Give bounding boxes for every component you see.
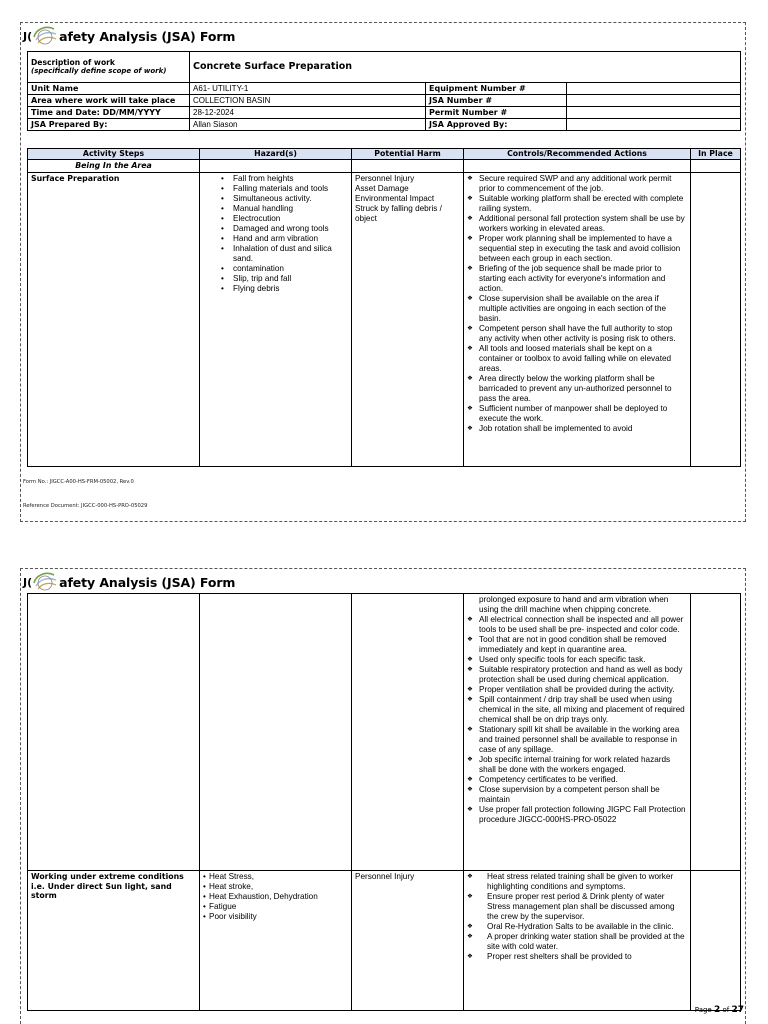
- reference-document-footer: Reference Document: JIGCC-000-HS-PRO-05029: [23, 503, 148, 509]
- description-value: Concrete Surface Preparation: [190, 52, 741, 83]
- control-continued-text: prolonged exposure to hand and arm vibration when using the drill machine when chipping concrete.: [479, 595, 669, 614]
- hazard-item: • Damaged and wrong tools: [203, 224, 348, 234]
- prepared-by-value: Allan Siason: [190, 119, 426, 131]
- unit-name-label: Unit Name: [28, 83, 190, 95]
- control-item: ❖ Proper ventilation shall be provided during the activity.: [467, 685, 687, 695]
- harm-item: Personnel Injury: [355, 173, 415, 183]
- control-item: ❖ Suitable respiratory protection and hand as well as body protection shall be used during chemical application.: [467, 665, 687, 685]
- harm-item: Struck by falling debris / object: [355, 203, 442, 223]
- time-date-label: Time and Date: DD/MM/YYYY: [28, 107, 190, 119]
- empty-cell: [352, 160, 464, 173]
- control-item: ❖ Secure required SWP and any additional work permit prior to commencement of the job.: [467, 174, 687, 194]
- control-item: ❖ All tools and loosed materials shall be kept on a container or toolbox to avoid falling while on elevated areas.: [467, 344, 687, 374]
- hazard-item: • Heat Exhaustion, Dehydration: [203, 892, 348, 902]
- equipment-number-label: Equipment Number #: [426, 83, 567, 95]
- controls-list: [467, 174, 687, 434]
- description-label: Description of work: [31, 57, 115, 67]
- control-item: ❖ Close supervision shall be available on the area if multiple activities are ongoing in each section of the basin.: [467, 294, 687, 324]
- hazard-item: • Manual handling: [203, 204, 348, 214]
- time-date-value: 28-12-2024: [190, 107, 426, 119]
- document-page-1: [20, 22, 746, 522]
- equipment-number-value: [567, 83, 741, 95]
- page-of-label: of: [722, 1006, 730, 1014]
- logo-prefix: J(: [23, 29, 33, 43]
- control-item: ❖ Spill containment / drip tray shall be used when using chemical in the site, all mixing and placement of required chemical shall be on drip trays only.: [467, 695, 687, 725]
- hazards-cell: [200, 172, 352, 466]
- harm-cell: [352, 172, 464, 466]
- hazard-item: • Falling materials and tools: [203, 184, 348, 194]
- col-potential-harm: Potential Harm: [352, 149, 464, 160]
- control-item: ❖ Proper rest shelters shall be provided to: [467, 952, 687, 962]
- hazard-item: • Fall from heights: [203, 174, 348, 184]
- document-page-2: [20, 568, 746, 1024]
- control-item: ❖ Use proper fall protection following JIGPC Fall Protection procedure JIGCC-000HS-PRO-05022: [467, 805, 687, 825]
- prepared-by-label: JSA Prepared By:: [28, 119, 190, 131]
- harm-item: Environmental Impact: [355, 193, 435, 203]
- hazard-item: • Hand and arm vibration: [203, 234, 348, 244]
- work-area-label: Area where work will take place: [28, 95, 190, 107]
- control-item: ❖ Job rotation shall be implemented to avoid: [467, 424, 687, 434]
- control-item: ❖ Area directly below the working platform shall be barricaded to prevent any un-authorized personnel to pass the area.: [467, 374, 687, 404]
- controls-cell: [464, 172, 691, 466]
- control-item: ❖ Sufficient number of manpower shall be deployed to execute the work.: [467, 404, 687, 424]
- description-label-cell: [28, 52, 190, 83]
- jsa-steps-table: [27, 148, 741, 467]
- company-logo-icon: [32, 571, 58, 593]
- col-activity-steps: Activity Steps: [28, 149, 200, 160]
- work-area-value: COLLECTION BASIN: [190, 95, 426, 107]
- empty-cell: [691, 160, 741, 173]
- page-label: Page: [694, 1006, 712, 1014]
- page-number: [695, 1005, 744, 1015]
- hazards-list: [203, 872, 348, 922]
- hazards-cell: [200, 871, 352, 1011]
- form-title: afety Analysis (JSA) Form: [59, 28, 236, 44]
- unit-name-value: A61- UTILITY-1: [190, 83, 426, 95]
- hazard-item: • Slip, trip and fall: [203, 274, 348, 284]
- permit-number-value: [567, 107, 741, 119]
- control-item: ❖ Oral Re-Hydration Salts to be available in the clinic.: [467, 922, 687, 932]
- control-item: ❖ Job specific internal training for work related hazards shall be done with the workers engaged.: [467, 755, 687, 775]
- control-item: ❖ Additional personal fall protection system shall be use by workers working in elevated areas.: [467, 214, 687, 234]
- harm-personnel-injury: Personnel Injury: [352, 871, 464, 1011]
- form-header: [23, 571, 235, 593]
- control-item: ❖ Close supervision by a competent person shall be maintain: [467, 785, 687, 805]
- control-item: ❖ Stationary spill kit shall be available in the working area and trained personnel shall be available to response in case of any spillage.: [467, 725, 687, 755]
- control-item: ❖ Ensure proper rest period & Drink plenty of water Stress management plan shall be discussed among the crew by the supervisor.: [467, 892, 687, 922]
- control-item: ❖ A proper drinking water station shall be provided at the site with cold water.: [467, 932, 687, 952]
- approved-by-label: JSA Approved By:: [426, 119, 567, 131]
- hazard-item: • Electrocution: [203, 214, 348, 224]
- hazard-item: • contamination: [203, 264, 348, 274]
- empty-cell: [352, 594, 464, 871]
- job-info-table: [27, 51, 741, 131]
- page-total: 27: [731, 1005, 744, 1015]
- col-hazards: Hazard(s): [200, 149, 352, 160]
- control-item: ❖ Used only specific tools for each specific task.: [467, 655, 687, 665]
- jsa-number-label: JSA Number #: [426, 95, 567, 107]
- controls-cell: [464, 871, 691, 1011]
- hazards-list: [203, 174, 348, 294]
- approved-by-value: [567, 119, 741, 131]
- jsa-steps-table-continued: [27, 593, 741, 1011]
- controls-list-continued: [467, 615, 687, 825]
- page-current: 2: [713, 1005, 721, 1015]
- control-item: ❖ Tool that are not in good condition shall be removed immediately and kept in quarantine area.: [467, 635, 687, 655]
- form-title: afety Analysis (JSA) Form: [59, 574, 236, 590]
- control-item: ❖ Briefing of the job sequence shall be made prior to starting each activity for everyone's information and action.: [467, 264, 687, 294]
- hazard-item: • Heat Stress,: [203, 872, 348, 882]
- control-item: ❖ Competent person shall have the full authority to stop any activity when other activity is posing risk to others.: [467, 324, 687, 344]
- empty-cell: [200, 594, 352, 871]
- control-item: ❖ Suitable working platform shall be erected with complete railing system.: [467, 194, 687, 214]
- controls-list: [467, 872, 687, 962]
- control-item: ❖ Heat stress related training shall be given to worker highlighting conditions and symptoms.: [467, 872, 687, 892]
- empty-cell: [28, 594, 200, 871]
- hazard-item: • Flying debris: [203, 284, 348, 294]
- logo-prefix: J(: [23, 575, 33, 589]
- form-header: [23, 25, 235, 47]
- in-place-cell: [691, 594, 741, 871]
- hazard-item: • Fatigue: [203, 902, 348, 912]
- empty-cell: [464, 160, 691, 173]
- empty-cell: [200, 160, 352, 173]
- harm-item: Asset Damage: [355, 183, 409, 193]
- col-controls: Controls/Recommended Actions: [464, 149, 691, 160]
- jsa-number-value: [567, 95, 741, 107]
- company-logo-icon: [32, 25, 58, 47]
- hazard-item: • Simultaneous activity.: [203, 194, 348, 204]
- form-number-footer: Form No.: JIGCC-A00-HS-FRM-05002, Rev.0: [23, 479, 134, 485]
- control-item: ❖ Proper work planning shall be implemented to have a sequential step in executing the task and avoid collision between each group in each section.: [467, 234, 687, 264]
- in-place-cell: [691, 172, 741, 466]
- controls-continued-cell: [464, 594, 691, 871]
- hazard-item: • Heat stroke,: [203, 882, 348, 892]
- hazard-item: • Poor visibility: [203, 912, 348, 922]
- activity-extreme-conditions: Working under extreme conditions i.e. Under direct Sun light, sand storm: [28, 871, 200, 1011]
- hazard-item: • Inhalation of dust and silica sand.: [203, 244, 348, 264]
- description-sublabel: (specifically define scope of work): [31, 67, 167, 76]
- in-place-cell: [691, 871, 741, 1011]
- col-in-place: In Place: [691, 149, 741, 160]
- harm-list: [355, 174, 460, 224]
- activity-surface-preparation: Surface Preparation: [28, 172, 200, 466]
- control-item: ❖ Competency certificates to be verified.: [467, 775, 687, 785]
- permit-number-label: Permit Number #: [426, 107, 567, 119]
- section-being-in-area: Being In the Area: [28, 160, 200, 173]
- control-item: ❖ All electrical connection shall be inspected and all power tools to be used shall be pre- inspected and color code.: [467, 615, 687, 635]
